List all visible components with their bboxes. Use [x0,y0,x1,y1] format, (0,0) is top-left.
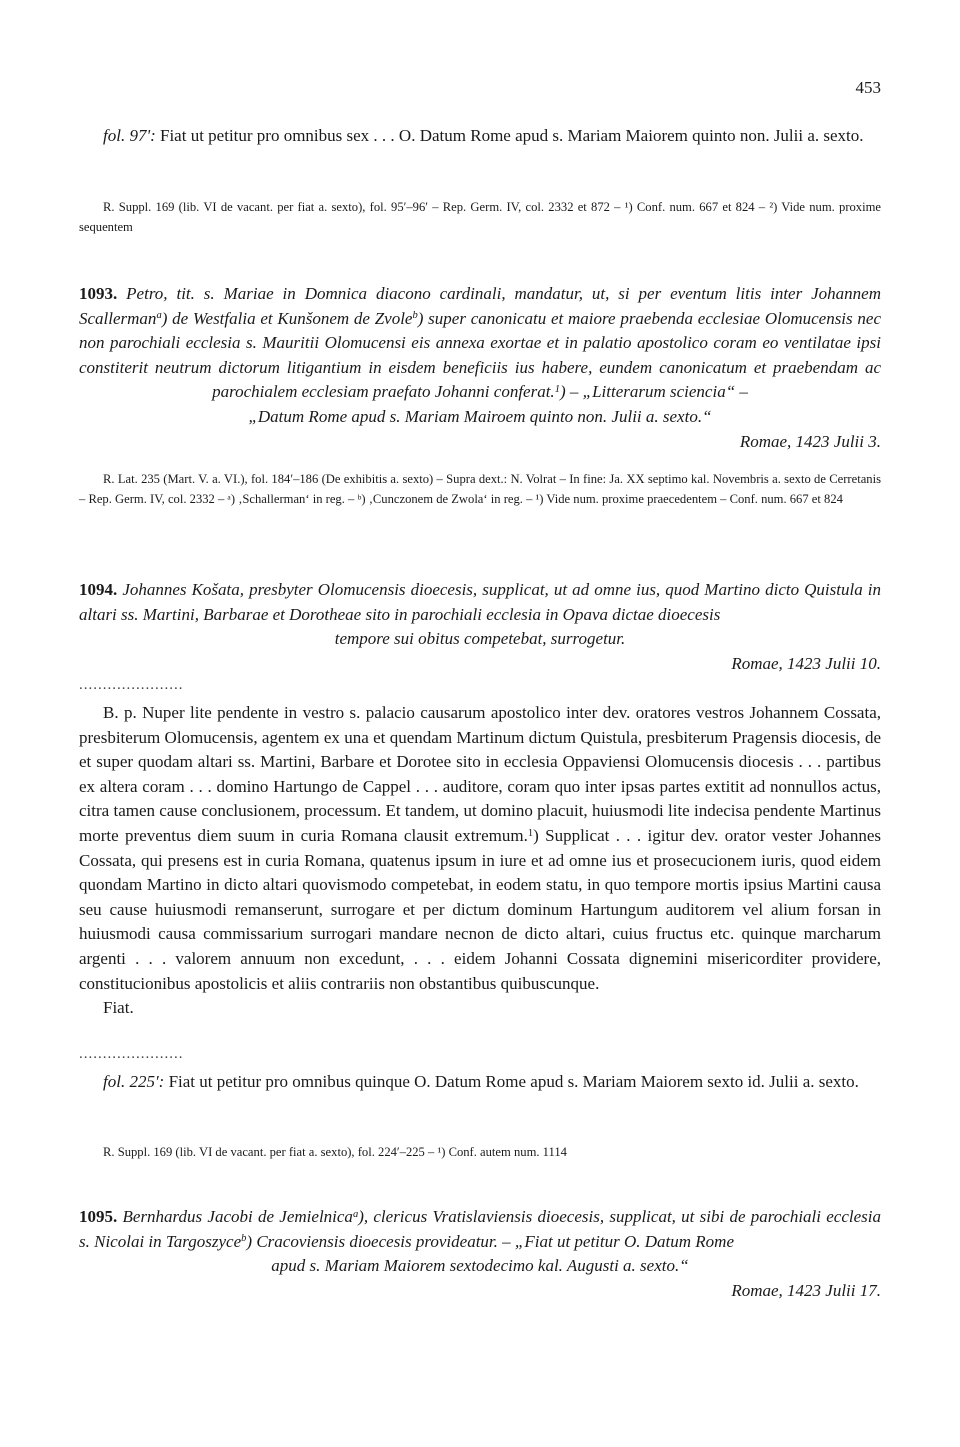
footnote-text: R. Suppl. 169 (lib. VI de vacant. per fiat a. sexto), fol. 224′–225 – ¹) Conf. autem num. 1114 [103,1145,567,1159]
regest-text: tempore sui obitus competebat, surrogetur. [334,629,626,649]
note-mark: a [352,1208,359,1220]
note-mark: 1 [527,827,534,839]
regest-text: Bernhardus Jacobi de Jemielnica [117,1207,353,1226]
fiat-text: Fiat ut petitur pro omnibus sex . . . O. Datum Rome apud s. Mariam Maiorem quinto non. Julii a. sexto. [155,126,864,145]
document-page [79,0,881,1447]
note-mark: a [156,310,162,322]
page-number: 453 [855,78,881,97]
entry-number: 1093. [79,284,118,303]
fiat-text: Fiat. [103,998,134,1018]
folio-reference: fol. 225′: [103,1072,165,1091]
footnote-text: R. Suppl. 169 (lib. VI de vacant. per fiat a. sexto), fol. 95′–96′ – Rep. Germ. IV, col. 2332 et 872 – ¹) Conf. num. 667 et 824 – ²) Vide num. proxime sequentem [79,200,881,234]
note-mark: b [241,1233,247,1245]
entry-1093-regest [79,282,881,454]
datum-formula: „Datum Rome apud s. Mariam Mairoem quinto non. Julii a. sexto.“ [248,406,712,426]
entry-number: 1094. [79,580,118,599]
entry-1094-folio [79,1070,881,1095]
entry-date: Romae, 1423 Julii 10. [731,653,881,673]
note-mark: 1 [554,384,560,396]
supplication-text: B. p. Nuper lite pendente in vestro s. palacio causarum apostolico inter dev. oratores vestros Johannem Cossata, presbiterum Olomucensis, agentem ex una et quendam Martinum dictum Quistula, presbiterum Pragensis diocesis, de et super quodam altari ss. Martini, Barbare et Dorotee sito in ecclesia Oppaviensi Olomucensis diocesis . . . partibus ex altera coram . . . domino Hartungo de Cappel . . . auditore, coram quo inter ipsas partes extitit ad nonnullos actus, citra tamen cause conclusionem, processum. Et tandem, ut domino placuit, huiusmodi lite indecisa pendente Martinus morte preventus diem suum in curia Romana clausit extremum. [79,703,881,845]
folio-reference: fol. 97': [103,126,156,145]
regest-text: ) Cracoviensis dioecesis provideatur. – „Fiat ut petitur O. Datum Rome [246,1231,735,1251]
supplication-text: ) Supplicat . . . igitur dev. orator vester Johannes Cossata, qui presens est in curia Romana, quatenus ipsum in iure et ad omne ius et prosecucionem iuris, quod eidem quondam Martino in dicto altari quovismodo competebat, in eodem statu, in quo tempore mortis ipsius Martini causa seu cause huiusmodi remanserunt, surrogare et per dictum dominum Hartungum auditorem vel alium forsan in huiusmodi causa commissarium surrogari mandare necnon de dicto altari, cuius fructus etc. quinque marcharum argenti . . . valorem annuum non excedunt, . . . eidem Johanni Cossata dignemini misericorditer providere, constitucionibus apostolicis et aliis contrariis non obstantibus quibuscunque. [79,825,881,993]
entry-1094-regest [79,578,881,676]
entry-number: 1095. [79,1207,118,1226]
omission-dots: ...................... [79,1046,184,1062]
entry-1092-tail [79,124,881,149]
regest-text: ) super canonicatu et maiore praebenda ecclesiae Olomucensis nec non parochiali ecclesia s. Mauritii Olomucensi eis annexa exortae et in palatio apostolico coram eo ventilatae ipsi constiterit neutrum dictorum litigantium in eisdem beneficiis ius habere, eundem canonicatum et praebendam ac parochialem ecclesiam praefato Johanni conferat. [79,308,881,402]
regest-text: ) – „Litterarum sciencia“ – [559,382,748,402]
entry-1092-notes [79,198,881,237]
entry-1094-notes [79,1143,881,1163]
footnote-text: R. Lat. 235 (Mart. V. a. VI.), fol. 184′–186 (De exhibitis a. sexto) – Supra dext.: N. Volrat – In fine: Ja. XX septimo kal. Novembris a. sexto de Cerretanis – Rep. Germ. IV, col. 2332 – ᵃ) ‚Schallerman‘ in reg. – ᵇ) ‚Cunczonem de Zwola‘ in reg. – ¹) Vide num. proxime praecedentem – Conf. num. 667 et 824 [79,472,881,506]
entry-1095-regest [79,1205,881,1303]
datum-formula: apud s. Mariam Maiorem sextodecimo kal. Augusti a. sexto.“ [271,1256,689,1276]
omission-dots: ...................... [79,677,184,693]
entry-1093-notes [79,470,881,509]
entry-date: Romae, 1423 Julii 17. [731,1280,881,1300]
entry-1094-text [79,701,881,1021]
regest-text: Petro, tit. s. Mariae in Domnica diacono cardinali, mandatur, ut, si per eventum litis inter Johannem Scallerman [79,284,881,328]
fiat-text: Fiat ut petitur pro omnibus quinque O. Datum Rome apud s. Mariam Maiorem sexto id. Julii a. sexto. [164,1072,859,1091]
note-mark: b [412,310,418,322]
regest-text: ), clericus Vratislaviensis dioecesis, supplicat, ut sibi de parochiali ecclesia s. Nicolai in Targoszyce [79,1207,881,1251]
regest-text: Johannes Košata, presbyter Olomucensis dioecesis, supplicat, ut ad omne ius, quod Martino dicto Quistula in altari ss. Martini, Barbarae et Dorotheae sito in parochiali ecclesia in Opava dictae dioecesis [79,580,881,624]
regest-text: ) de Westfalia et Kunšonem de Zvole [161,308,413,328]
entry-date: Romae, 1423 Julii 3. [739,431,881,451]
